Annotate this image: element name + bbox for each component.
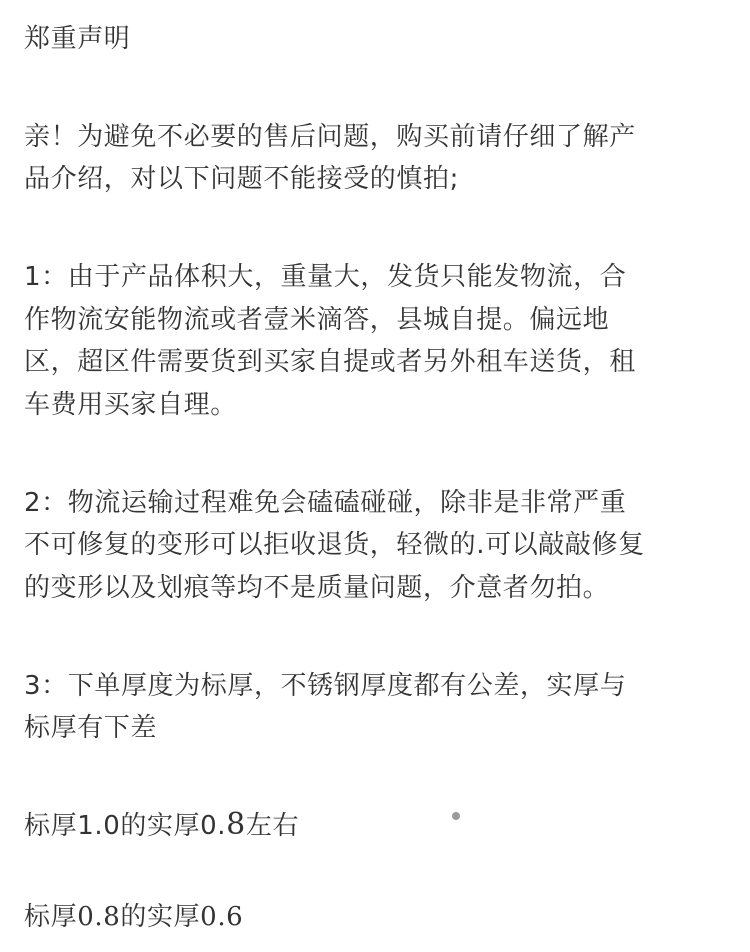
decorative-dot: [452, 812, 460, 820]
spec-1-number: 8: [226, 807, 246, 842]
spec-2-number-b: 0.8: [77, 902, 121, 932]
intro-line: 亲！为避免不必要的售后问题，购买前请仔细了解产: [24, 122, 636, 152]
spec-1-prefix: 标厚1.0的实厚0.: [24, 811, 227, 841]
item-1-line: 车费用买家自理。: [24, 390, 237, 420]
spec-2-label-a: 标厚: [24, 902, 78, 932]
spec-line-1: [24, 804, 299, 847]
item-3-line: 3：下单厚度为标厚，不锈钢厚度都有公差，实厚与: [24, 671, 627, 701]
item-2-line: 的变形以及划痕等均不是质量问题，介意者勿拍。: [24, 573, 610, 603]
item-2-line: 不可修复的变形可以拒收退货，轻微的.可以敲敲修复: [24, 530, 645, 560]
item-1-line: 作物流安能物流或者壹米滴答，县城自提。偏远地: [24, 305, 610, 335]
spec-2-label-c: 的实厚: [120, 902, 201, 932]
spec-1-suffix: 左右: [245, 811, 300, 841]
item-3-line: 标厚有下差: [24, 713, 158, 743]
spec-line-2: [24, 896, 243, 938]
page-title: 郑重声明: [24, 24, 131, 54]
item-1-line: 区，超区件需要货到买家自提或者另外租车送货，租: [24, 347, 636, 377]
spec-2-number-d: 0.6: [200, 902, 244, 932]
intro-line: 品介绍，对以下问题不能接受的慎拍;: [24, 164, 459, 194]
item-1-line: 1：由于产品体积大，重量大，发货只能发物流，合: [24, 262, 627, 292]
item-2-line: 2：物流运输过程难免会磕磕碰碰，除非是非常严重: [24, 488, 627, 518]
